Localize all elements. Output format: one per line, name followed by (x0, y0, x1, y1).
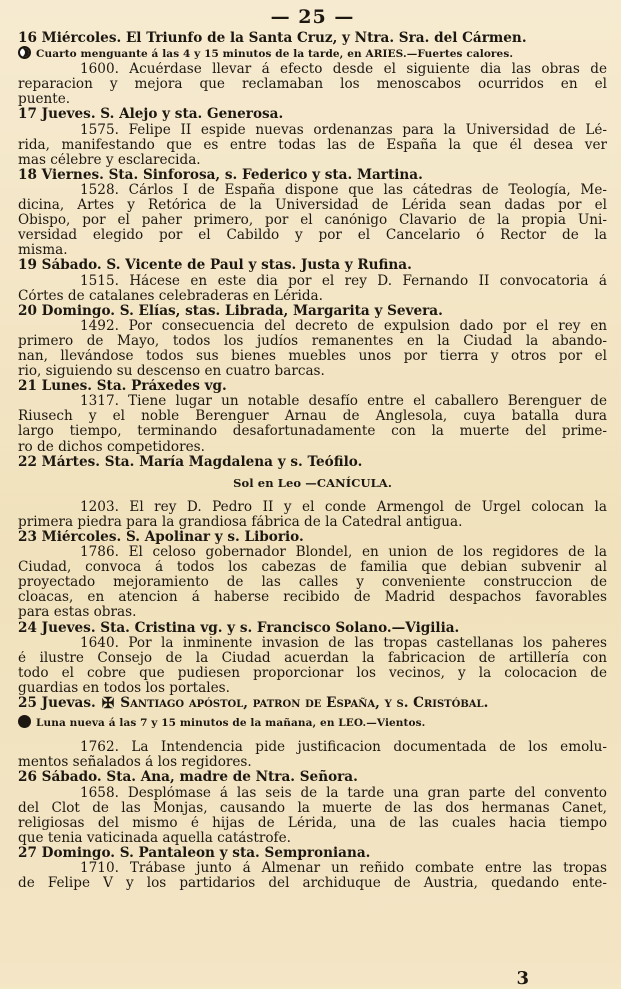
event-1640: 1640. Por la inminente invasion de las tropas castellanas los paheres (80, 635, 607, 651)
event-1528: 1528. Cárlos I de España dispone que las cátedras de Teología, Me- (80, 182, 607, 198)
event-text: nan, llevándose todos sus bienes muebles unos por tierra y otros por el (18, 348, 607, 364)
astronomical-note (18, 476, 607, 491)
waning-moon-icon (18, 46, 31, 59)
event-text: religiosas del mismo é hijas de Lérida, una de las cuales hacia tiempo (18, 815, 607, 831)
signature-mark: 3 (516, 968, 529, 989)
cross-icon: ✠ (101, 696, 115, 712)
moon-phase-note (18, 715, 607, 731)
event-1762: 1762. La Intendencia pide justificacion documentada de los emolu- (80, 740, 607, 756)
event-text: ro de dichos competidores. (18, 439, 205, 455)
moon-phase-text: Cuarto menguante á las 4 y 15 minutos de la tarde, en ARIES.—Fuertes calores. (36, 48, 514, 61)
day-entry-27: 27 Domingo. S. Pantaleon y sta. Semproniana. (18, 845, 371, 861)
day-entry-23: 23 Miércoles. S. Apolinar y s. Liborio. (18, 530, 304, 545)
event-text: del Clot de las Monjas, causando la muerte de las dos hermanas Canet, (18, 800, 607, 816)
event-text: que tenia vaticinada aquella catástrofe. (18, 830, 291, 846)
moon-phase-note (18, 46, 607, 62)
event-1492: 1492. Por consecuencia del decreto de expulsion dado por el rey en (80, 318, 607, 334)
day-entry-22: 22 Mártes. Sta. María Magdalena y s. Teófilo. (18, 454, 363, 470)
event-text: Riusech y el noble Berenguer Arnau de Anglesola, cuya batalla dura (18, 409, 607, 425)
day-entry-24: 24 Jueves. Sta. Cristina vg. y s. Francisco Solano.—Vigilia. (18, 620, 460, 636)
event-1515: 1515. Hácese en este dia por el rey D. Fernando II convocatoria á (80, 273, 607, 289)
event-text: é ilustre Consejo de la Ciudad acuerdan la fabricacion de artillería con (18, 650, 607, 666)
event-1575: 1575. Felipe II espide nuevas ordenanzas para la Universidad de Lé- (80, 122, 607, 138)
event-text: primera piedra para la grandiosa fábrica de la Catedral antigua. (18, 514, 463, 530)
day-entry-26: 26 Sábado. Sta. Ana, madre de Ntra. Señora. (18, 770, 358, 786)
event-1203: 1203. El rey D. Pedro II y el conde Armengol de Urgel colocan la (80, 499, 607, 515)
day-entry-18: 18 Viernes. Sta. Sinforosa, s. Federico y sta. Martina. (18, 167, 423, 183)
event-1786: 1786. El celoso gobernador Blondel, en union de los regidores de la (80, 545, 607, 561)
event-text: Obispo, por el paher primero, por el canónigo Clavario de la propia Uni- (18, 213, 607, 229)
event-text: misma. (18, 243, 68, 259)
day-entry-17: 17 Jueves. S. Alejo y sta. Generosa. (18, 107, 284, 123)
new-moon-icon (18, 715, 31, 728)
event-1317: 1317. Tiene lugar un notable desafío entre el caballero Berenguer de (80, 394, 607, 410)
event-text: primero de Mayo, todos los judíos remanentes en la Ciudad la abando- (18, 333, 607, 349)
event-1658: 1658. Desplómase á las seis de la tarde una gran parte del convento (80, 785, 607, 801)
event-text: guardias en todos los portales. (18, 680, 230, 696)
event-text: mas célebre y esclarecida. (18, 152, 201, 168)
sun-in-leo-text: Sol en Leo —CANÍCULA. (233, 475, 392, 490)
event-text: rio, siguiendo su descenso en cuatro barcas. (18, 364, 325, 380)
event-1710: 1710. Trábase junto á Almenar un reñido combate entre las tropas (80, 860, 607, 876)
event-text: largo tiempo, terminando desafortunadamente con la muerte del prime- (18, 424, 607, 440)
event-text: versidad elegido por el Cabildo y por el Cancelario ó Rector de la (18, 228, 607, 244)
spacer (18, 731, 607, 740)
event-text: de Felipe V y los partidarios del archiduque de Austria, quedando ente- (18, 876, 607, 892)
event-text: mentos señalados á los regidores. (18, 755, 252, 771)
spacer (18, 491, 607, 500)
event-text: reparacion y mejora que reclamaban los menoscabos ocurridos en el (18, 77, 607, 93)
event-text: Córtes de catalanes celebraderas en Lérida. (18, 288, 323, 304)
day-entry-25 (18, 696, 607, 711)
event-text: rida, manifestando que es entre todas las de España la que él desea ver (18, 137, 607, 153)
event-text: puente. (18, 92, 71, 108)
event-text: proyectado mejoramiento de las calles y conveniente construccion de (18, 575, 607, 591)
moon-phase-text: Luna nueva á las 7 y 15 minutos de la mañana, en LEO.—Vientos. (36, 717, 426, 730)
event-text: para estas obras. (18, 605, 137, 621)
day-label: 25 Juevas. (18, 696, 96, 712)
feast-text: Santiago apóstol, patron de España, y s. Cristóbal. (120, 696, 489, 712)
day-entry-19: 19 Sábado. S. Vicente de Paul y stas. Justa y Rufina. (18, 258, 412, 274)
event-text: Ciudad, convoca á todos los cabezas de familia que debian subvenir al (18, 560, 607, 576)
day-entry-16: 16 Miércoles. El Triunfo de la Santa Cruz, y Ntra. Sra. del Cármen. (18, 31, 527, 46)
event-text: todo el cobre que pudiesen proporcionar los vecinos, y la colocacion de (18, 665, 607, 681)
day-entry-21: 21 Lunes. Sta. Práxedes vg. (18, 379, 227, 395)
day-entry-20: 20 Domingo. S. Elías, stas. Librada, Margarita y Severa. (18, 303, 443, 319)
event-1600: 1600. Acuérdase llevar á efecto desde el siguiente dia las obras de (80, 62, 607, 78)
page-number: — 25 — (270, 6, 355, 28)
event-text: cloacas, en atencion á haberse recibido de Madrid despachos favorables (18, 590, 607, 606)
event-text: dicina, Artes y Retórica de la Universidad de Lérida sean dadas por el (18, 198, 607, 214)
